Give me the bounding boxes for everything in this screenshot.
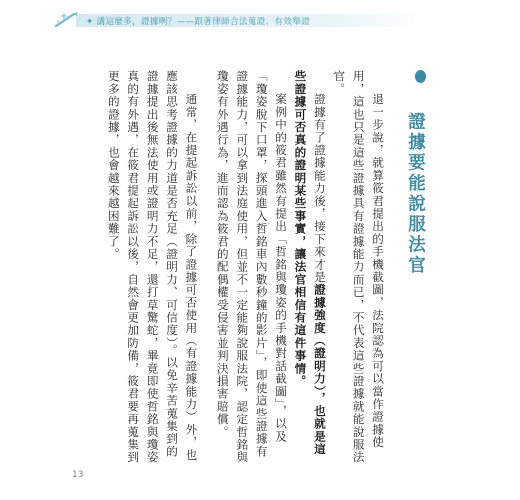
paragraph-2-bold: 證據強度（證明力），也就是這些證據可否真的證明某些事實，讓法官相信有這件事情。: [293, 70, 327, 456]
vertical-text-page: [106, 70, 426, 466]
running-header: [76, 14, 424, 30]
header-title: ✦ 講這麼多，證據咧？——跟著律師合法蒐證、有效舉證: [86, 17, 310, 27]
sparkle-pen-icon: [52, 9, 86, 31]
section-title: [405, 70, 426, 466]
paragraph-1: 退一步說，就算筱君提出的手機截圖，法院認為可以當作證據使用，這也只是這些證據具有證據能力而已，不代表這些證據就能說服法官。: [332, 70, 386, 464]
paragraph-3: 案例中的筱君雖然有提出「哲銘與瓊姿的手機對話截圖」，以及「瓊姿脫下口罩，探頭進入哲銘車內數秒鐘的影片」，即使這些證據有證據能力，可以拿到法庭使用，但並不一定能夠說服法院，認定哲銘與瓊姿有外遇行為，進而認為筱君的配偶權受侵害並判決損害賠償。: [215, 70, 289, 464]
paragraph-2: [290, 70, 329, 466]
bullet-marker-icon: [415, 70, 426, 83]
section-title-text: 證據要能說服法官: [405, 112, 426, 276]
paragraph-4: 通常，在提起訴訟以前，除了證據可否使用（有證據能力）外，也應該思考證據的力道是否充足（證明力、可信度）。以免辛苦蒐集到的證據提出後無法使用或證明力不足，還打草驚蛇，畢竟即使哲銘與瓊姿真的有外遇，在筱君提起訴訟以後，自然會更加防備，筱君要再蒐集到更多的證據，也會越來越困難了。: [106, 70, 199, 464]
page-number: 13: [72, 470, 84, 480]
paragraph-2-plain: 證據有了證據能力後，接下來才是: [312, 93, 327, 284]
